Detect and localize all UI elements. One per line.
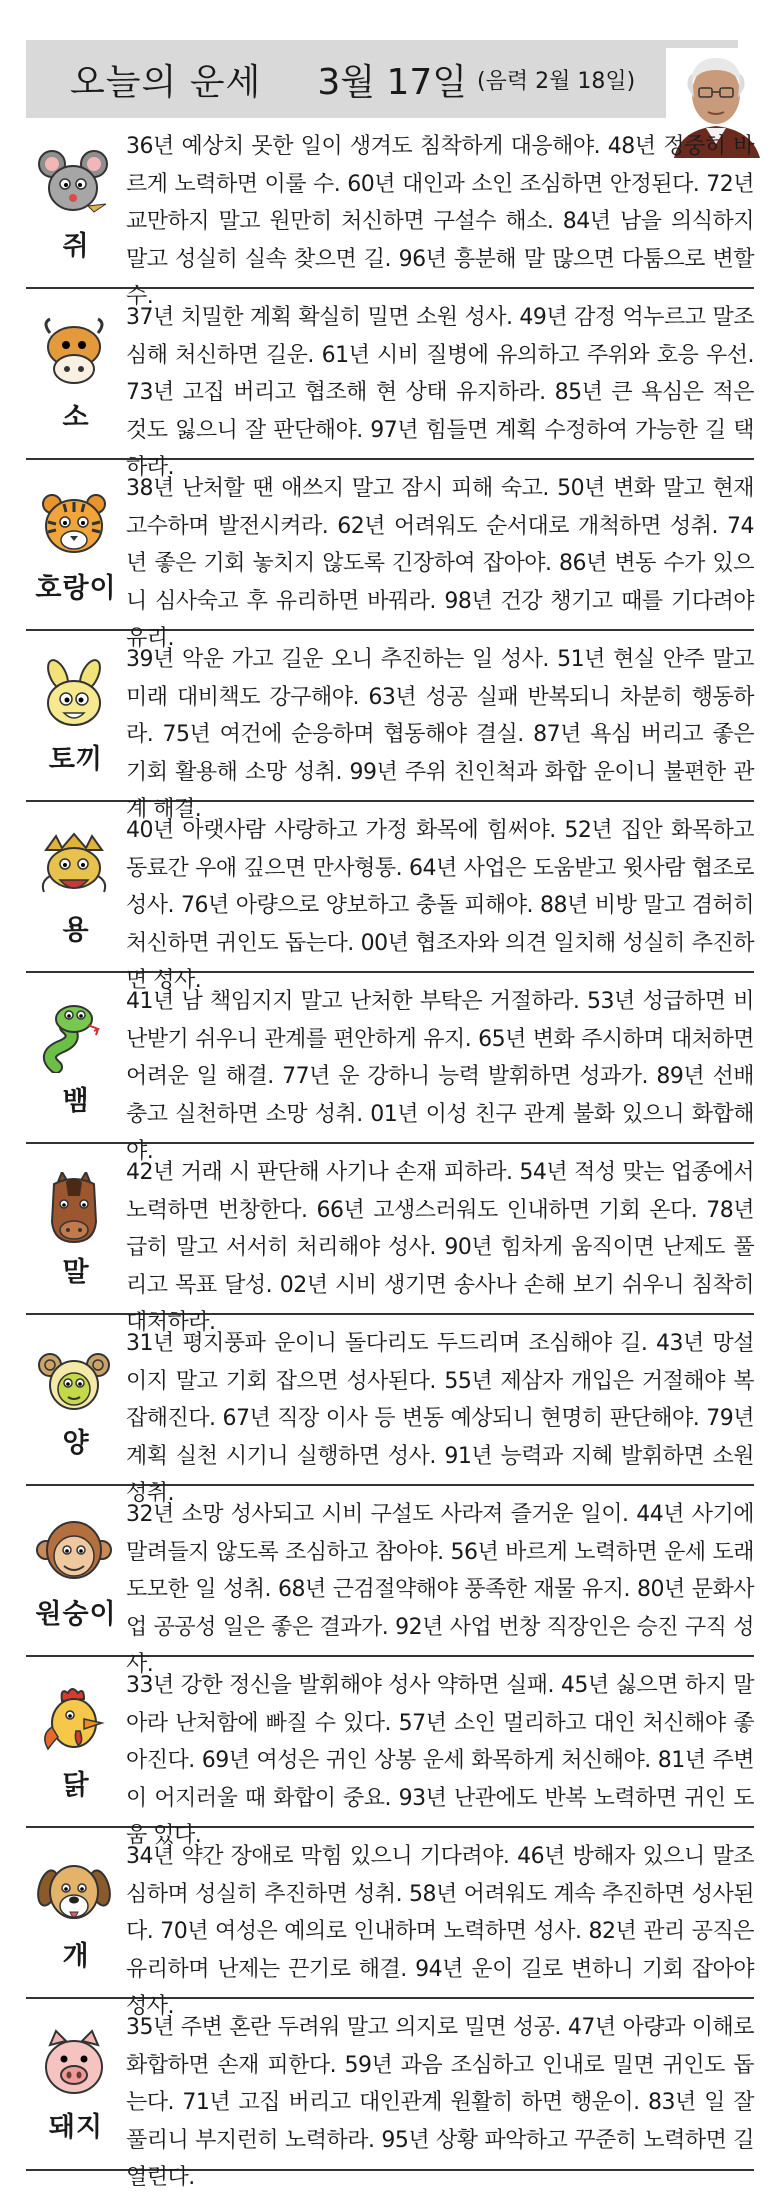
horse-icon <box>36 1172 112 1244</box>
animal-label: 말 <box>62 1257 90 1288</box>
animal-cell <box>26 1657 126 1826</box>
fortune-row-dog <box>26 1828 754 2019</box>
animal-cell <box>26 460 126 629</box>
rabbit-icon <box>36 659 112 731</box>
animal-label: 닭 <box>62 1770 90 1801</box>
dragon-icon <box>36 830 112 902</box>
ox-icon <box>36 317 112 389</box>
fortune-row-dragon <box>26 802 754 993</box>
animal-cell <box>26 1828 126 1997</box>
animal-cell <box>26 118 126 287</box>
animal-cell <box>26 973 126 1142</box>
animal-label: 양 <box>62 1428 90 1459</box>
fortune-text: 31년 평지풍파 운이니 돌다리도 두드리며 조심해야 길. 43년 망설이지 말고 기회 잡으면 성사된다. 55년 제삼자 개입은 거절해야 복잡해진다. 67년 직장 이사 등 변동 예상되니 현명히 판단해야. 79년 계획 실천 시기니 실행하면 성사. 91년 능력과 지혜 발휘하면 소원 성취. <box>126 1331 754 1506</box>
fortune-row-ox <box>26 289 754 480</box>
animal-label: 토끼 <box>48 744 104 775</box>
sheep-icon <box>36 1343 112 1415</box>
page-title: 오늘의 운세 <box>70 61 262 103</box>
header-text <box>70 40 635 118</box>
rooster-icon <box>36 1685 112 1757</box>
fortune-row-rabbit <box>26 631 754 822</box>
dog-icon <box>36 1856 112 1928</box>
fortune-list <box>26 118 754 2190</box>
fortune-text: 34년 약간 장애로 막힘 있으니 기다려야. 46년 방해자 있으니 말조심하며 성실히 추진하면 성취. 58년 어려워도 계속 추진하면 성사된다. 70년 여성은 예의로 인내하며 노력하면 성사. 82년 관리 공직은 유리하며 난제는 끈기로 해결. 94년 운이 길로 변하니 기회 잡아야 성사. <box>126 1844 754 2019</box>
date-label: 3월 17일 <box>317 61 468 103</box>
animal-label: 소 <box>62 402 90 433</box>
animal-cell <box>26 1486 126 1655</box>
fortune-text: 37년 치밀한 계획 확실히 밀면 소원 성사. 49년 감정 억누르고 말조심해 처신하면 길운. 61년 시비 질병에 유의하고 주위와 호응 우선. 73년 고집 버리고 협조해 현 상태 유지하라. 85년 큰 욕심은 적은 것도 잃으니 잘 판단해야. 97년 힘들면 계획 수정하여 가능한 길 택하라. <box>126 305 754 480</box>
fortune-row-snake <box>26 973 754 1164</box>
animal-cell <box>26 802 126 971</box>
fortune-row-pig <box>26 1999 754 2190</box>
fortune-text: 41년 남 책임지지 말고 난처한 부탁은 거절하라. 53년 성급하면 비난받기 쉬우니 관계를 편안하게 유지. 65년 변화 주시하며 대처하면 어려운 일 해결. 77년 운 강하니 능력 발휘하면 성과가. 89년 선배 충고 실천하면 소망 성취. 01년 이성 친구 관계 불화 있으니 화합해야. <box>126 989 754 1164</box>
animal-label: 원숭이 <box>35 1599 117 1630</box>
fortune-row-rat <box>26 118 754 309</box>
animal-cell <box>26 631 126 800</box>
fortune-text: 38년 난처할 땐 애쓰지 말고 잠시 피해 숙고. 50년 변화 말고 현재 고수하며 발전시켜라. 62년 어려워도 순서대로 개척하면 성취. 74년 좋은 기회 놓치지 않도록 긴장하여 잡아야. 86년 변동 수가 있으니 심사숙고 후 유리하면 바꿔라. 98년 건강 챙기고 때를 기다려야 유리. <box>126 476 754 651</box>
fortune-row-rooster <box>26 1657 754 1848</box>
fortune-row-horse <box>26 1144 754 1335</box>
snake-icon <box>36 1001 112 1073</box>
fortune-text: 36년 예상치 못한 일이 생겨도 침착하게 대응해야. 48년 정중히 바르게 노력하면 이룰 수. 60년 대인과 소인 조심하면 안정된다. 72년 교만하지 말고 원만히 처신하면 구설수 해소. 84년 남을 의식하지 말고 성실히 실속 찾으면 길. 96년 흥분해 말 많으면 다툼으로 변할 수. <box>126 134 754 309</box>
animal-label: 뱀 <box>62 1086 90 1117</box>
fortune-row-tiger <box>26 460 754 651</box>
tiger-icon <box>36 488 112 560</box>
fortune-text: 39년 악운 가고 길운 오니 추진하는 일 성사. 51년 현실 안주 말고 미래 대비책도 강구해야. 63년 성공 실패 반복되니 차분히 행동하라. 75년 여건에 순응하며 협동해야 결실. 87년 욕심 버리고 좋은 기회 활용해 소망 성취. 99년 주위 친인척과 화합 운이니 불편한 관계 해결. <box>126 647 754 822</box>
animal-label: 개 <box>62 1941 90 1972</box>
fortune-row-sheep <box>26 1315 754 1506</box>
animal-cell <box>26 1999 126 2169</box>
fortune-row-monkey <box>26 1486 754 1677</box>
fortune-text: 33년 강한 정신을 발휘해야 성사 약하면 실패. 45년 싫으면 하지 말아라 난처함에 빠질 수 있다. 57년 소인 멀리하고 대인 처신해야 좋아진다. 69년 여성은 귀인 상봉 운세 화목하게 처신해야. 81년 주변이 어지러울 때 화합이 중요. 93년 난관에도 반복 노력하면 귀인 도움 있다. <box>126 1673 754 1848</box>
animal-label: 용 <box>62 915 90 946</box>
pig-icon <box>36 2027 112 2099</box>
fortune-text: 32년 소망 성사되고 시비 구설도 사라져 즐거운 일이. 44년 사기에 말려들지 않도록 조심하고 참아야. 56년 바르게 노력하면 운세 도래 도모한 일 성취. 68년 근검절약해야 풍족한 재물 유지. 80년 문화사업 공공성 일은 좋은 결과가. 92년 사업 번창 직장인은 승진 구직 성사. <box>126 1502 754 1677</box>
animal-label: 쥐 <box>62 231 90 262</box>
animal-cell <box>26 289 126 458</box>
rat-icon <box>36 146 112 218</box>
monkey-icon <box>36 1514 112 1586</box>
animal-cell <box>26 1315 126 1484</box>
fortune-text: 40년 아랫사람 사랑하고 가정 화목에 힘써야. 52년 집안 화목하고 동료간 우애 깊으면 만사형통. 64년 사업은 도움받고 윗사람 협조로 성사. 76년 아량으로 양보하고 충돌 피해야. 88년 비방 말고 겸허히 처신하면 귀인도 돕는다. 00년 협조자와 의견 일치해 성실히 추진하면 성사. <box>126 818 754 993</box>
lunar-date-label: (음력 2월 18일) <box>477 68 636 94</box>
animal-label: 호랑이 <box>35 573 117 604</box>
animal-cell <box>26 1144 126 1313</box>
fortune-text: 35년 주변 혼란 두려워 말고 의지로 밀면 성공. 47년 아량과 이해로 화합하면 손재 피한다. 59년 과음 조심하고 인내로 밀면 귀인도 돕는다. 71년 고집 버리고 대인관계 원활히 하면 행운이. 83년 일 잘 풀리니 부지런히 노력하라. 95년 상황 파악하고 꾸준히 노력하면 길 열린다. <box>126 2015 754 2190</box>
fortune-text: 42년 거래 시 판단해 사기나 손재 피하라. 54년 적성 맞는 업종에서 노력하면 번창한다. 66년 고생스러워도 인내하면 기회 온다. 78년 급히 말고 서서히 처리해야 성사. 90년 힘차게 움직이면 난제도 풀리고 목표 달성. 02년 시비 생기면 송사나 손해 보기 쉬우니 침착히 대처하라. <box>126 1160 754 1335</box>
header-bar <box>26 40 738 118</box>
animal-label: 돼지 <box>48 2112 104 2143</box>
